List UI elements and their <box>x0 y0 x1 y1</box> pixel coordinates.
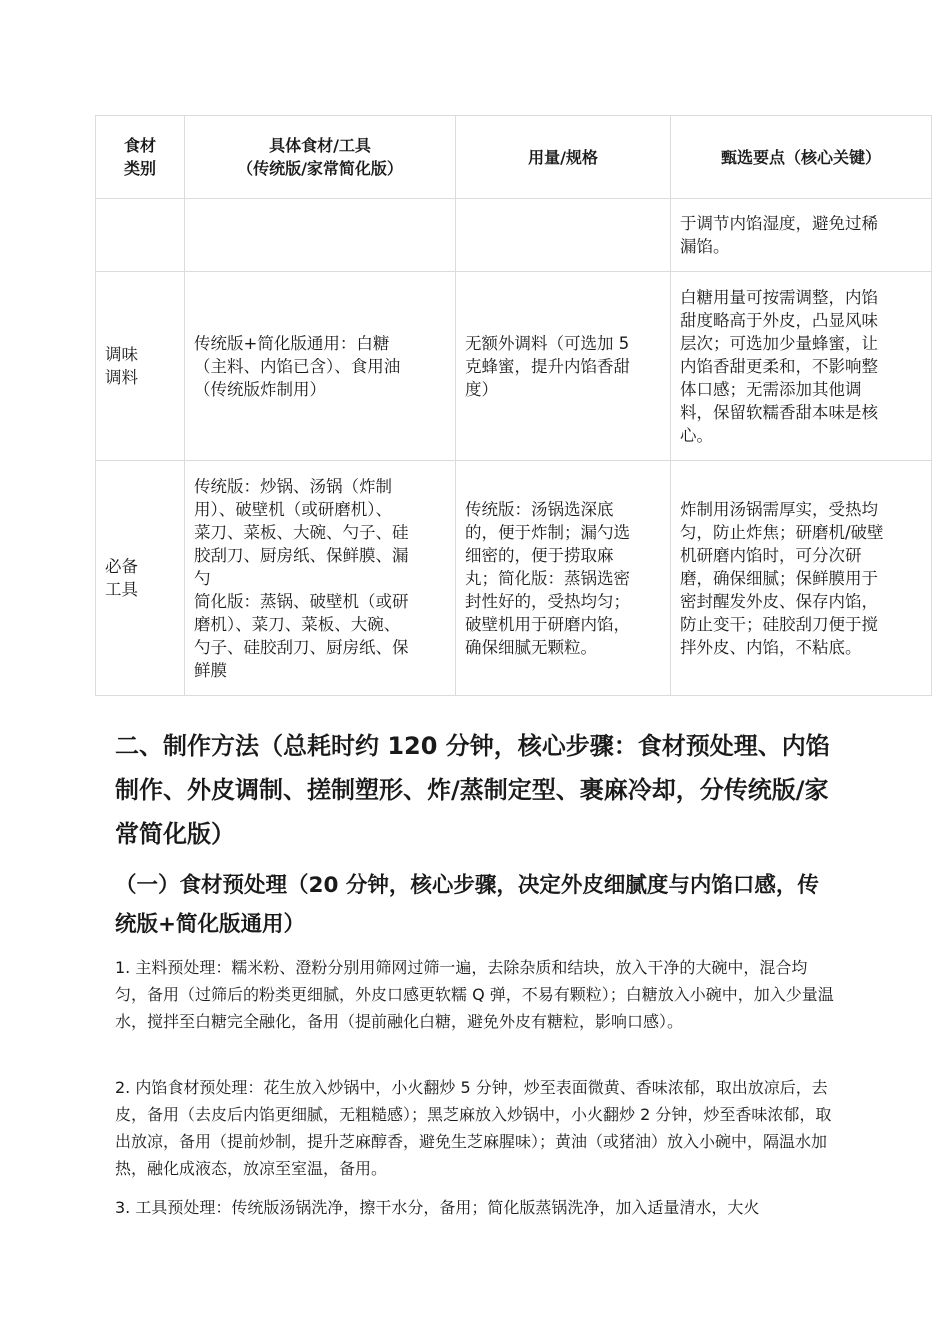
table-row <box>96 272 932 461</box>
paragraph: 2. 内馅食材预处理：花生放入炒锅中，小火翻炒 5 分钟，炒至表面微黄、香味浓郁，取出放凉后，去皮，备用（去皮后内馅更细腻，无粗糙感）；黑芝麻放入炒锅中，小火翻炒 2 分钟，炒至香味浓郁，取出放凉，备用（提前炒制，提升芝麻醇香，避免生芝麻腥味）；黄油（或猪油）放入小碗中，隔温水加热，融化成液态，放凉至室温，备用。 <box>115 1078 832 1178</box>
cell-category: 必备 工具 <box>96 461 185 696</box>
header-notes: 甄选要点（核心关键） <box>671 116 932 199</box>
cell-item <box>185 199 456 272</box>
cell-category <box>96 199 185 272</box>
cell-notes: 白糖用量可按需调整，内馅 甜度略高于外皮，凸显风味 层次；可选加少量蜂蜜，让 内馅香甜更柔和，不影响整 体口感；无需添加其他调 料，保留软糯香甜本味是核 心。 <box>671 272 932 461</box>
ingredients-table <box>95 115 932 696</box>
paragraph: 3. 工具预处理：传统版汤锅洗净，擦干水分，备用；简化版蒸锅洗净，加入适量清水，大火 <box>115 1198 760 1217</box>
cell-notes: 于调节内馅湿度，避免过稀 漏馅。 <box>671 199 932 272</box>
section-heading: 二、制作方法（总耗时约 120 分钟，核心步骤：食材预处理、内馅制作、外皮调制、搓制塑形、炸/蒸制定型、裹麻冷却，分传统版/家常简化版） <box>115 732 830 848</box>
cell-amount: 传统版：汤锅选深底 的，便于炸制；漏勺选 细密的，便于捞取麻 丸；简化版：蒸锅选密 封性好的，受热均匀； 破壁机用于研磨内馅， 确保细腻无颗粒。 <box>456 461 671 696</box>
header-amount: 用量/规格 <box>456 116 671 199</box>
cell-amount <box>456 199 671 272</box>
table-header-row <box>96 116 932 199</box>
cell-amount: 无额外调料（可选加 5 克蜂蜜，提升内馅香甜 度） <box>456 272 671 461</box>
header-item: 具体食材/工具 （传统版/家常简化版） <box>185 116 456 199</box>
cell-item: 传统版+简化版通用：白糖 （主料、内馅已含）、食用油 （传统版炸制用） <box>185 272 456 461</box>
table-row <box>96 461 932 696</box>
cell-notes: 炸制用汤锅需厚实，受热均 匀，防止炸焦；研磨机/破壁 机研磨内馅时，可分次研 磨，确保细腻；保鲜膜用于 密封醒发外皮、保存内馅， 防止变干；硅胶刮刀便于搅 拌外皮、内馅，不粘底。 <box>671 461 932 696</box>
paragraph: 1. 主料预处理：糯米粉、澄粉分别用筛网过筛一遍，去除杂质和结块，放入干净的大碗中，混合均匀，备用（过筛后的粉类更细腻，外皮口感更软糯 Q 弹，不易有颗粒）；白糖放入小碗中，加入少量温水，搅拌至白糖完全融化，备用（提前融化白糖，避免外皮有糖粒，影响口感）。 <box>115 958 834 1031</box>
cell-item: 传统版：炒锅、汤锅（炸制 用）、破壁机（或研磨机）、 菜刀、菜板、大碗、勺子、硅 胶刮刀、厨房纸、保鲜膜、漏 勺 简化版：蒸锅、破壁机（或研 磨机）、菜刀、菜板、大碗、 勺子、硅胶刮刀、厨房纸、保 鲜膜 <box>185 461 456 696</box>
cell-category: 调味 调料 <box>96 272 185 461</box>
table-row <box>96 199 932 272</box>
header-category: 食材 类别 <box>96 116 185 199</box>
subsection-heading: （一）食材预处理（20 分钟，核心步骤，决定外皮细腻度与内馅口感，传统版+简化版通用） <box>115 873 819 937</box>
